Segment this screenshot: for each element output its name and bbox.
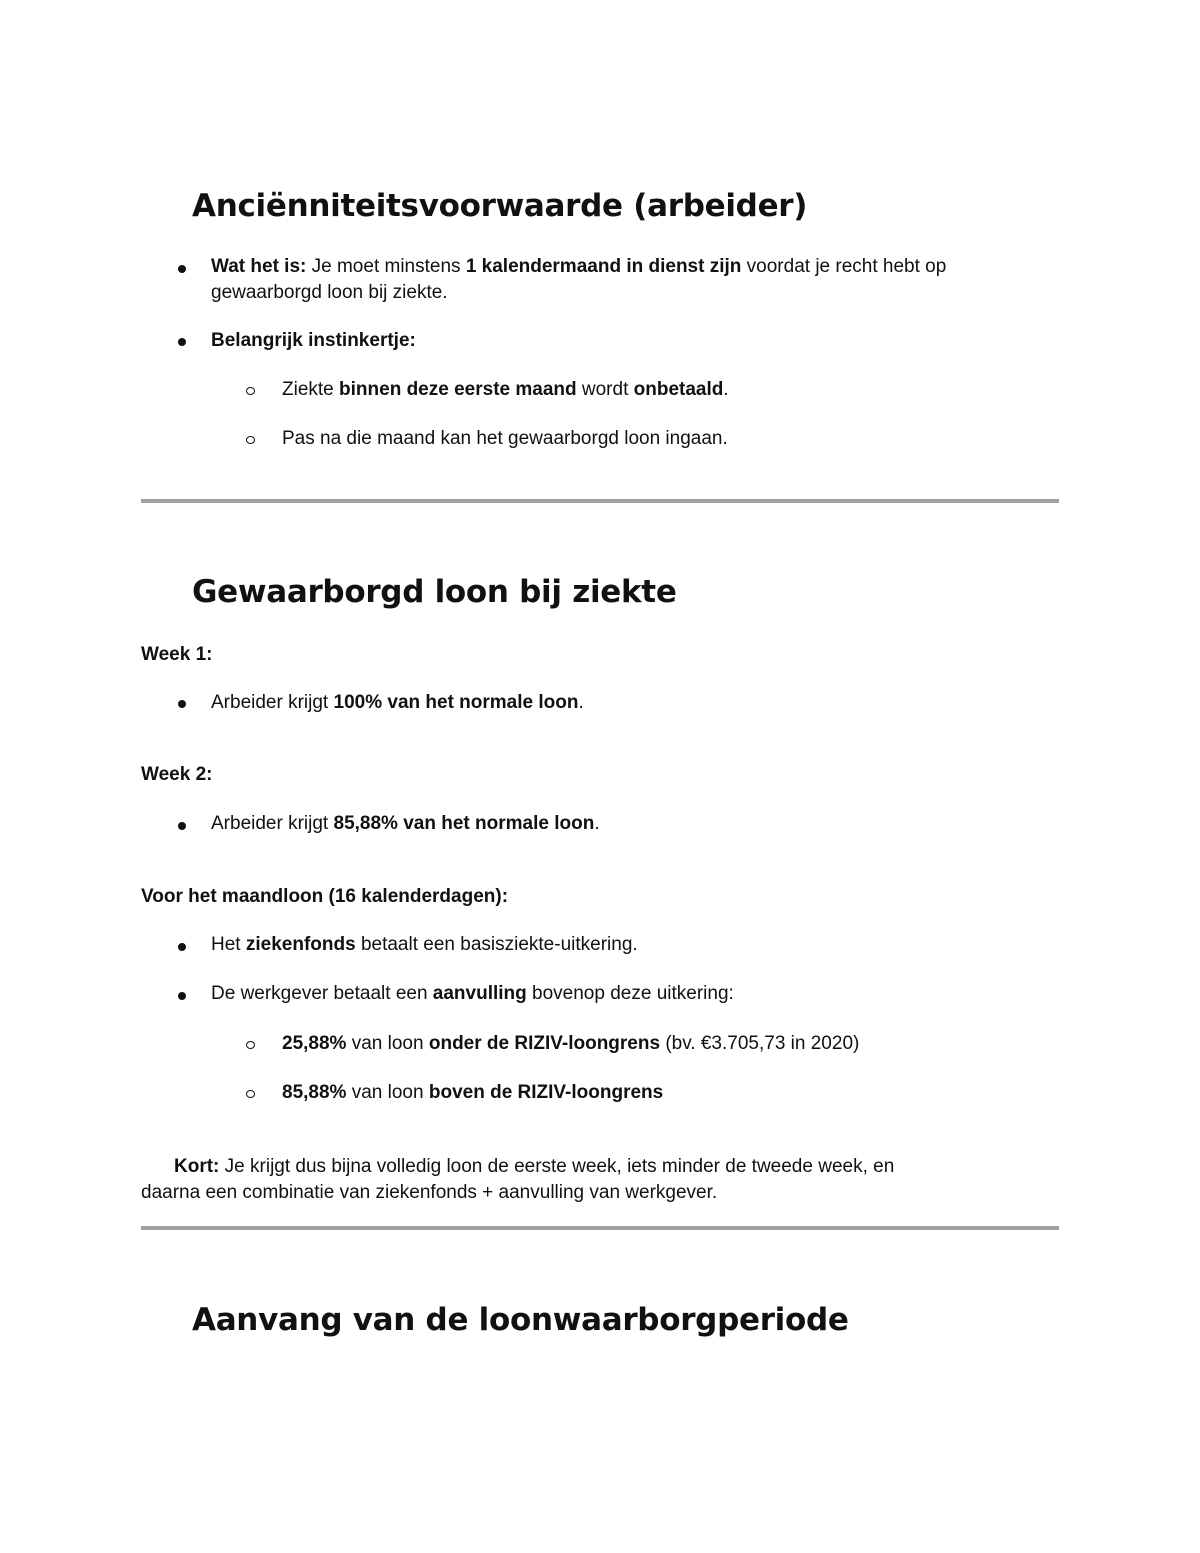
horizontal-divider (141, 1226, 1059, 1230)
circle-bullet-icon (246, 1090, 255, 1098)
kort-summary-line1: Kort: Je krijgt dus bijna volledig loon de eerste week, iets minder de tweede week, en (174, 1156, 895, 1177)
kort-summary-line2: daarna een combinatie van ziekenfonds + aanvulling van werkgever. (141, 1182, 718, 1203)
list-item-week2: Arbeider krijgt 85,88% van het normale loon. (211, 813, 600, 834)
horizontal-divider (141, 499, 1059, 503)
bullet-icon (178, 265, 186, 273)
bullet-icon (178, 822, 186, 830)
list-item-aanvulling: De werkgever betaalt een aanvulling bovenop deze uitkering: (211, 983, 734, 1004)
sublist-item-onder-loongrens: 25,88% van loon onder de RIZIV-loongrens (bv. €3.705,73 in 2020) (282, 1033, 860, 1054)
maandloon-label: Voor het maandloon (16 kalenderdagen): (141, 886, 509, 907)
section-title-ancienniteit: Anciënniteitsvoorwaarde (arbeider) (192, 188, 808, 224)
sublist-item-pas-na: Pas na die maand kan het gewaarborgd loon ingaan. (282, 428, 728, 449)
sublist-item-ziekte: Ziekte binnen deze eerste maand wordt onbetaald. (282, 379, 729, 400)
bullet-icon (178, 338, 186, 346)
list-item-instinkertje: Belangrijk instinkertje: (211, 330, 416, 351)
list-item-wat-het-is-continued: gewaarborgd loon bij ziekte. (211, 282, 448, 303)
circle-bullet-icon (246, 1041, 255, 1049)
list-item-week1: Arbeider krijgt 100% van het normale loon. (211, 692, 584, 713)
sublist-item-boven-loongrens: 85,88% van loon boven de RIZIV-loongrens (282, 1082, 664, 1103)
list-item-ziekenfonds: Het ziekenfonds betaalt een basisziekte-uitkering. (211, 934, 638, 955)
list-item-wat-het-is: Wat het is: Je moet minstens 1 kalendermaand in dienst zijn voordat je recht hebt op (211, 256, 947, 277)
week1-label: Week 1: (141, 644, 213, 665)
bullet-icon (178, 943, 186, 951)
section-title-aanvang: Aanvang van de loonwaarborgperiode (192, 1302, 849, 1338)
circle-bullet-icon (246, 436, 255, 444)
bullet-icon (178, 992, 186, 1000)
week2-label: Week 2: (141, 764, 213, 785)
section-title-gewaarborgd-loon: Gewaarborgd loon bij ziekte (192, 574, 677, 610)
circle-bullet-icon (246, 387, 255, 395)
bullet-icon (178, 700, 186, 708)
